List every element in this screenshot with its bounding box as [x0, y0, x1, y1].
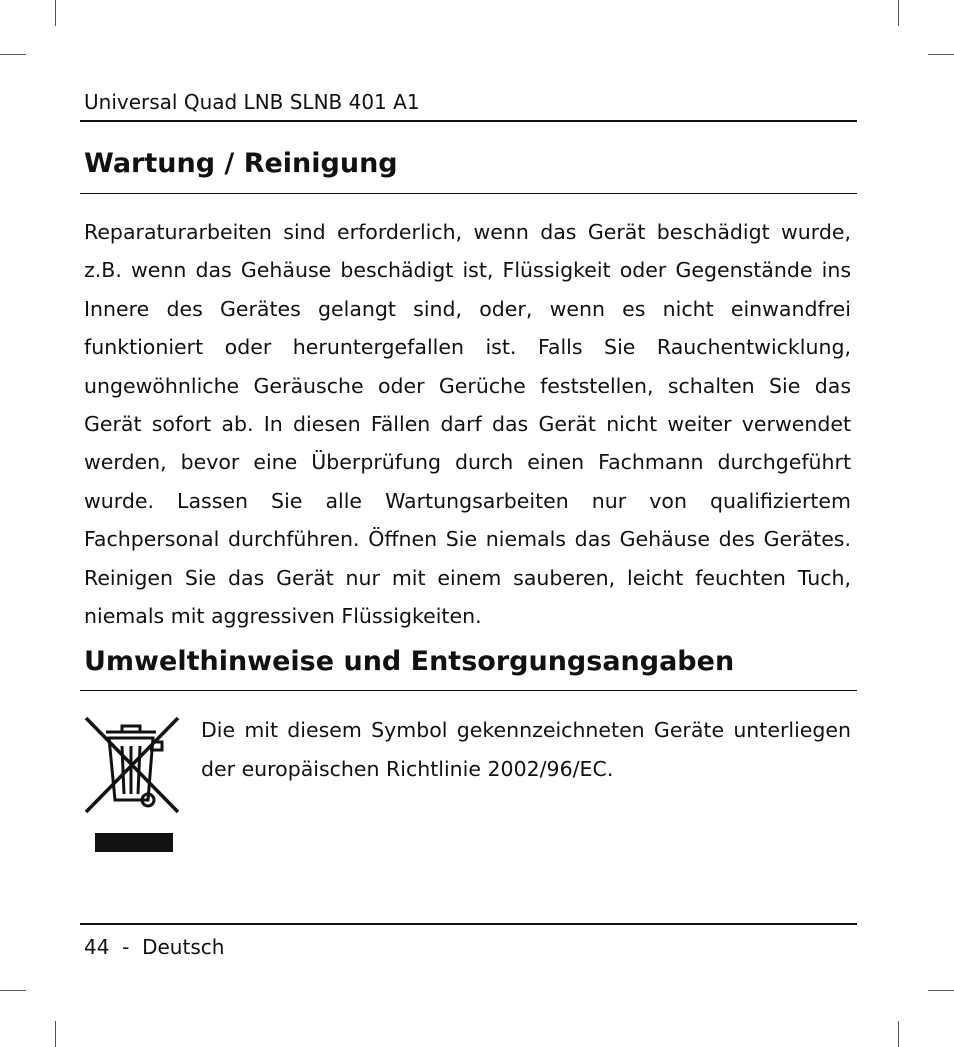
crop-mark [898, 1021, 899, 1047]
running-header: Universal Quad LNB SLNB 401 A1 [84, 90, 420, 114]
crop-mark [55, 0, 56, 26]
section-heading-maintenance: Wartung / Reinigung [84, 148, 398, 179]
section-rule [80, 690, 857, 691]
crop-mark [0, 54, 26, 55]
footer-rule [80, 923, 857, 925]
crop-mark [898, 0, 899, 26]
header-rule [80, 120, 857, 122]
page-footer: 44 - Deutsch [84, 935, 225, 959]
section-rule [80, 193, 857, 194]
crossed-out-wheelie-bin-icon [82, 714, 182, 856]
crop-mark [55, 1021, 56, 1047]
crop-mark [0, 990, 26, 991]
maintenance-paragraph: Reparaturarbeiten sind erforderlich, wenn das Gerät beschädigt wurde, z.B. wenn das Gehäuse beschädigt ist, Flüssigkeit oder Gegenstände ins Innere des Gerätes gelangt sind, oder, wenn es nicht einwandfrei funktioniert oder heruntergefallen ist. Falls Sie Rauchentwicklung, ungewöhnliche Geräusche oder Gerüche feststellen, schalten Sie das Gerät sofort ab. In diesen Fällen darf das Gerät nicht weiter verwendet werden, bevor eine Überprüfung durch einen Fachmann durchgeführt wurde. Lassen Sie alle Wartungsarbeiten nur von qualifiziertem Fachpersonal durchführen. Öffnen Sie niemals das Gehäuse des Gerätes. Reinigen Sie das Gerät nur mit einem sauberen, leicht feuchten Tuch, niemals mit aggressiven Flüssigkeiten. [84, 220, 851, 629]
crop-mark [928, 990, 954, 991]
section-heading-environment: Umwelthinweise und Entsorgungsangaben [84, 646, 735, 677]
environment-paragraph: Die mit diesem Symbol gekennzeichneten Geräte unterliegen der europäischen Richtlinie 2002/96/EC. [201, 718, 851, 781]
crop-mark [928, 54, 954, 55]
